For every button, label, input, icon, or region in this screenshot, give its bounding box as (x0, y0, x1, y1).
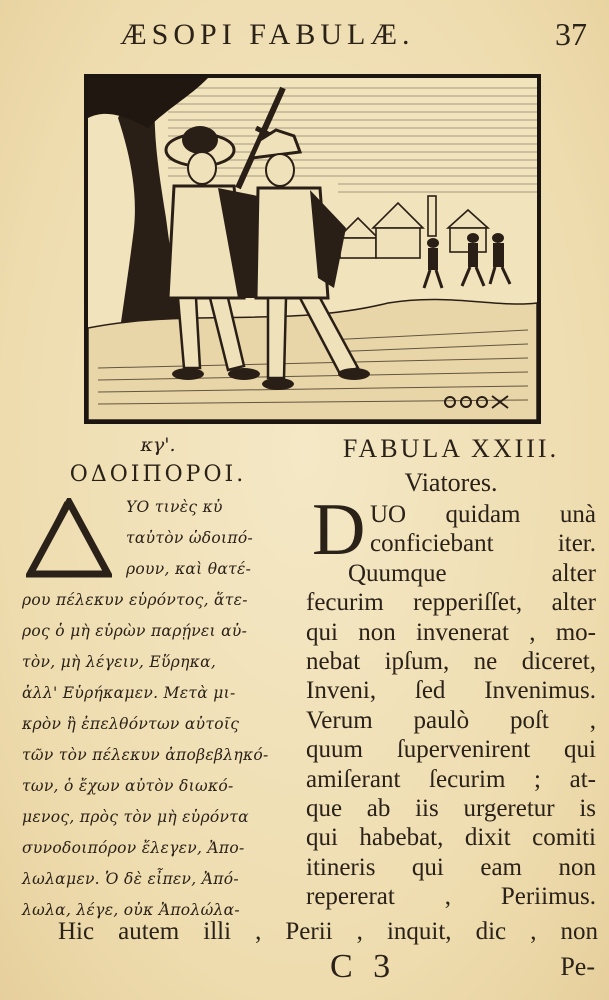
page-number: 37 (555, 16, 587, 52)
latin-fable-subtitle: Viatores. (404, 468, 498, 497)
running-title: ÆSOPI FABULÆ. (120, 18, 415, 51)
latin-line: que ab iis urgeretur is (306, 794, 596, 822)
greek-line: συνοδοιπόρον ἔλεγεν, Ἀπο- (22, 839, 245, 857)
greek-line: κρὸν ἢ ἐπελθόντων αὐτοῖς (22, 715, 240, 733)
greek-line: λωλα, λέγε, οὐκ Ἀπολώλα- (22, 901, 240, 919)
latin-line: UO quidam unà (370, 501, 596, 528)
greek-line: λωλαμεν. Ὁ δὲ εἶπεν, Ἀπό- (22, 870, 239, 888)
signature-mark: C 3 (330, 948, 397, 985)
greek-body (22, 492, 294, 926)
latin-line: conficiebant iter. (370, 530, 596, 558)
greek-line: ρος ὁ μὴ εὑρὼν παρῄνει αὐ- (22, 622, 248, 640)
greek-line: ΥΟ τινὲς κὐ (126, 498, 223, 516)
greek-line: ρουν, καὶ θατέ- (126, 560, 252, 578)
woodcut-svg (88, 78, 537, 420)
latin-body (306, 489, 596, 911)
greek-line: τὸν, μὴ λέγειν, Εὕρηκα, (22, 653, 217, 671)
page-header (0, 14, 609, 54)
greek-line: ταὐτὸν ὡδοιπό- (126, 529, 254, 547)
greek-line: ἀλλ' Εὑρήκαμεν. Μετὰ μι- (22, 684, 236, 702)
woodcut-travelers-illustration (84, 74, 541, 424)
village (338, 196, 488, 258)
latin-line: Inveni, ſed Invenimus. (306, 677, 596, 705)
latin-line: quum ſupervenirent qui (306, 736, 596, 764)
latin-column (306, 432, 596, 911)
greek-line: των, ὁ ἔχων αὐτὸν διωκό- (22, 777, 234, 795)
latin-line: itineris qui eam non (306, 853, 596, 881)
full-width-last-line: Hic autem illi , Perii , inquit, dic , non (58, 918, 598, 945)
greek-fable-title: ΟΔΟΙΠΟΡΟΙ. (69, 462, 247, 487)
greek-initial-delta (26, 498, 112, 578)
latin-line: amiſerant ſecurim ; at- (306, 765, 596, 793)
greek-column (22, 432, 294, 926)
greek-line: τῶν τὸν πέλεκυν ἀποβεβληκό- (22, 746, 269, 764)
latin-fable-title: FABULA XXIII. (342, 434, 560, 463)
greek-line: ρου πέλεκυν εὑρόντος, ἅτε- (22, 591, 248, 609)
catchword: Pe- (560, 952, 595, 981)
latin-line: Verum paulò poſt , (306, 706, 596, 734)
tree-foliage (88, 78, 208, 128)
latin-line: Quumque alter (348, 559, 596, 587)
greek-fable-number: κγ'. (140, 434, 176, 456)
latin-line: fecurim repperiſſet, alter (306, 589, 596, 617)
latin-dropcap: D (312, 489, 366, 571)
greek-line: μενος, πρὸς τὸν μὴ εὑρόντα (22, 808, 249, 826)
latin-line: qui habebat, dixit comiti (306, 824, 596, 852)
latin-line: qui non invenerat , mo- (306, 618, 596, 646)
latin-line: nebat ipſum, ne diceret, (306, 647, 596, 675)
latin-line: repererat , Periimus. (306, 883, 596, 911)
